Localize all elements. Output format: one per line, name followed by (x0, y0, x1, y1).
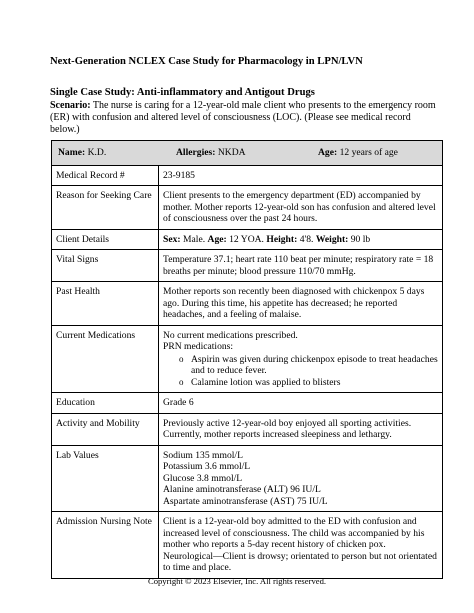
row-value-medical-record: 23-9185 (159, 165, 443, 186)
table-row (52, 186, 443, 230)
row-label-medical-record: Medical Record # (52, 165, 159, 186)
lab-value-line: Alanine aminotransferase (ALT) 96 IU/L (163, 484, 321, 495)
row-value-reason: Client presents to the emergency department (ED) accompanied by mother. Mother reports 12-year-old son has confusion and altered level of consciousness over the past 24 hours. (159, 186, 443, 230)
copyright-footer: Copyright © 2023 Elsevier, Inc. All rights reserved. (147, 576, 327, 586)
patient-name (58, 147, 176, 159)
lab-value-line: Glucose 3.8 mmol/L (163, 472, 243, 484)
table-row (52, 512, 443, 579)
table-row (52, 165, 443, 186)
row-label-admission-note: Admission Nursing Note (52, 512, 159, 579)
medications-line-1: No current medications prescribed. (163, 329, 298, 341)
row-label-past-health: Past Health (52, 282, 159, 326)
name-label: Name: (58, 147, 86, 158)
row-label-vital-signs: Vital Signs (52, 250, 159, 282)
row-value-vital-signs: Temperature 37.1; heart rate 110 beat per minute; respiratory rate = 18 breaths per minute; blood pressure 110/70 mmHg. (159, 250, 443, 282)
row-label-client-details: Client Details (52, 229, 159, 250)
scenario-paragraph (50, 100, 440, 137)
lab-value-line: Potassium 3.6 mmol/L (163, 461, 251, 472)
list-item: o Aspirin was given during chickenpox episode to treat headaches and to reduce fever. (179, 354, 438, 377)
row-label-reason: Reason for Seeking Care (52, 186, 159, 230)
row-label-activity: Activity and Mobility (52, 413, 159, 445)
row-value-lab-values (159, 445, 443, 512)
table-row (52, 325, 443, 393)
table-header-row (52, 141, 443, 166)
age-value: 12 years of age (339, 147, 398, 158)
row-value-education: Grade 6 (159, 393, 443, 414)
row-label-education: Education (52, 393, 159, 414)
lab-value-line: Aspartate aminotransferase (AST) 75 IU/L (163, 495, 328, 507)
table-row (52, 393, 443, 414)
row-value-activity: Previously active 12-year-old boy enjoyed all sporting activities. Currently, mother reports increased sleepiness and lethargy. (159, 413, 443, 445)
allergies-label: Allergies: (176, 147, 216, 158)
allergies-value: NKDA (217, 147, 246, 158)
list-item: o Calamine lotion was applied to blisters (179, 377, 438, 389)
scenario-text: The nurse is caring for a 12-year-old male client who presents to the emergency room (ER) with confusion and altered level of consciousness (LOC). (Please see medical record below.) (50, 100, 436, 136)
row-value-client-details (159, 229, 443, 250)
row-value-past-health: Mother reports son recently been diagnosed with chickenpox 5 days ago. During this time, his appetite has decreased; he reported headaches, and a feeling of malaise. (159, 282, 443, 326)
row-label-lab-values: Lab Values (52, 445, 159, 512)
details-age-value: 12 YOA. (229, 233, 264, 245)
scenario-label: Scenario: (50, 100, 91, 111)
height-label: Height: (266, 233, 298, 245)
details-age-label: Age: (207, 233, 227, 245)
sex-value: Male. (183, 233, 206, 245)
row-label-current-medications: Current Medications (52, 325, 159, 393)
age-label: Age: (318, 147, 338, 158)
table-row (52, 413, 443, 445)
weight-label: Weight: (315, 233, 349, 245)
medications-line-2: PRN medications: (163, 341, 234, 352)
prn-medication-list (163, 354, 438, 389)
table-row (52, 445, 443, 512)
row-value-admission-note: Client is a 12-year-old boy admitted to the ED with confusion and increased level of consciousness. The child was accompanied by his mother who reports a 5-day recent history of chicken pox. Neurological—Client is drowsy; orientated to person but not orientated to time and place. (159, 512, 443, 579)
table-row (52, 250, 443, 282)
row-value-current-medications (159, 325, 443, 393)
document-title: Next-Generation NCLEX Case Study for Pharmacology in LPN/LVN (50, 56, 363, 67)
table-row (52, 229, 443, 250)
table-row (52, 282, 443, 326)
name-value: K.D. (87, 147, 107, 158)
sex-label: Sex: (163, 233, 181, 245)
document-subtitle: Single Case Study: Anti-inflammatory and Antigout Drugs (50, 87, 315, 98)
height-value: 4'8. (299, 233, 314, 245)
patient-age (318, 147, 398, 159)
weight-value: 90 lb (350, 233, 371, 245)
patient-allergies (176, 147, 318, 159)
medical-record-table (51, 140, 443, 579)
lab-value-line: Sodium 135 mmol/L (163, 449, 243, 461)
